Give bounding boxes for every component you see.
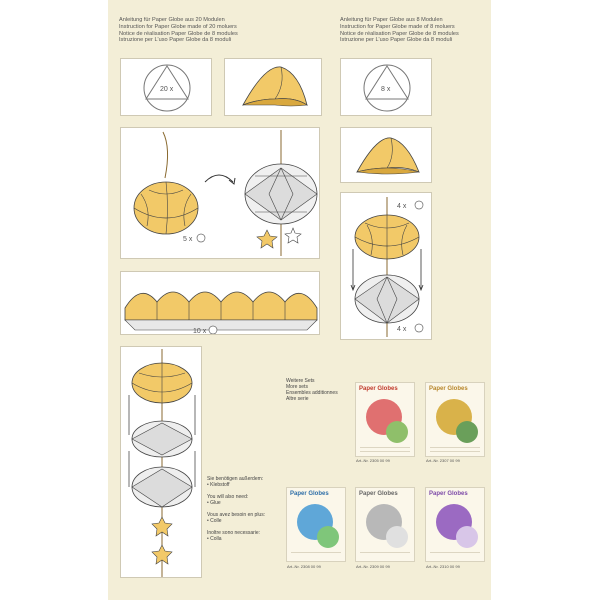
product-title: Paper Globes — [359, 491, 398, 497]
text-block — [360, 447, 410, 448]
half-globe-assembly-panel — [120, 127, 320, 259]
product-card[interactable] — [355, 487, 415, 562]
product-card[interactable] — [355, 382, 415, 457]
cap-module-icon — [341, 128, 432, 183]
header-line: Istruzione per L'uso Paper Globe da 8 moduli — [119, 37, 232, 44]
product-card[interactable] — [425, 382, 485, 457]
folded-module-panel — [224, 58, 322, 116]
triangle-template-icon — [341, 59, 432, 116]
count-label: 10 x — [193, 328, 207, 335]
triangle-template-icon — [121, 59, 212, 116]
header-line: Instruction for Paper Globe made of 8 moluers — [340, 23, 455, 30]
text-block — [360, 552, 410, 553]
also-need-line: • Colla — [207, 536, 222, 542]
product-title: Paper Globes — [429, 386, 468, 392]
article-number: Art.-Nr. 2309 00 99 — [356, 564, 390, 569]
cap-module-panel — [340, 127, 432, 183]
also-need-list — [207, 476, 265, 542]
also-need-line: • Colle — [207, 518, 222, 524]
more-sets-line: Weitere Sets — [286, 378, 315, 384]
more-sets-line: More sets — [286, 384, 308, 390]
header-line: Istruzione per L'uso Paper Globe da 8 moduli — [340, 37, 453, 44]
more-sets-label — [286, 378, 338, 402]
header-line: Notice de réalisation Paper Globe de 8 modules — [340, 30, 459, 37]
triangle-template-20-panel — [120, 58, 212, 116]
hanging-assembly-illustration — [121, 347, 202, 578]
product-image — [386, 526, 408, 548]
product-image — [317, 526, 339, 548]
article-number: Art.-Nr. 2307 00 99 — [426, 458, 460, 463]
header-line: Anleitung für Paper Globe aus 20 Modulen — [119, 17, 225, 23]
product-image — [456, 526, 478, 548]
also-need-line: • Glue — [207, 500, 221, 506]
instruction-sheet — [108, 0, 491, 600]
triangle-template-8-panel — [340, 58, 432, 116]
count-label: 4 x — [397, 203, 407, 210]
product-title: Paper Globes — [359, 386, 398, 392]
hanging-assembly-panel — [120, 346, 202, 578]
text-block — [430, 451, 480, 452]
article-number: Art.-Nr. 2310 00 99 — [426, 564, 460, 569]
header-line: Notice de réalisation Paper Globe de 8 modules — [119, 30, 238, 37]
also-need-line: • Klebstoff — [207, 482, 230, 488]
header-8-modules — [340, 17, 459, 44]
module-chain-panel — [120, 271, 320, 335]
product-image — [386, 421, 408, 443]
product-title: Paper Globes — [429, 491, 468, 497]
text-block — [360, 451, 410, 452]
half-globe-illustration — [121, 128, 320, 259]
count-label: 8 x — [381, 86, 391, 93]
also-need-line: Vous avez besoin en plus: — [207, 512, 266, 518]
product-title: Paper Globes — [290, 491, 329, 497]
count-label: 20 x — [160, 86, 174, 93]
folded-module-icon — [225, 59, 322, 116]
header-line: Instruction for Paper Globe made of 20 moluers — [119, 23, 237, 30]
product-card[interactable] — [425, 487, 485, 562]
more-sets-line: Ensembles additionnes — [286, 390, 338, 396]
article-number: Art.-Nr. 2305 00 99 — [356, 458, 390, 463]
more-sets-line: Altre serie — [286, 396, 309, 402]
header-line: Anleitung für Paper Globe aus 8 Modulen — [340, 17, 443, 23]
text-block — [291, 552, 341, 553]
also-need-line: Sie benötigen außerdem: — [207, 476, 264, 482]
text-block — [430, 552, 480, 553]
article-number: Art.-Nr. 2308 00 99 — [287, 564, 321, 569]
eight-module-globe-illustration — [341, 193, 432, 340]
also-need-line: Inoltre sono necessarie: — [207, 530, 261, 536]
count-label: 4 x — [397, 326, 407, 333]
text-block — [430, 447, 480, 448]
product-card[interactable] — [286, 487, 346, 562]
product-image — [456, 421, 478, 443]
eight-module-globe-panel — [340, 192, 432, 340]
module-chain-illustration — [121, 272, 320, 335]
count-label: 5 x — [183, 236, 193, 243]
header-20-modules — [119, 17, 238, 44]
also-need-line: You will also need: — [207, 494, 249, 500]
